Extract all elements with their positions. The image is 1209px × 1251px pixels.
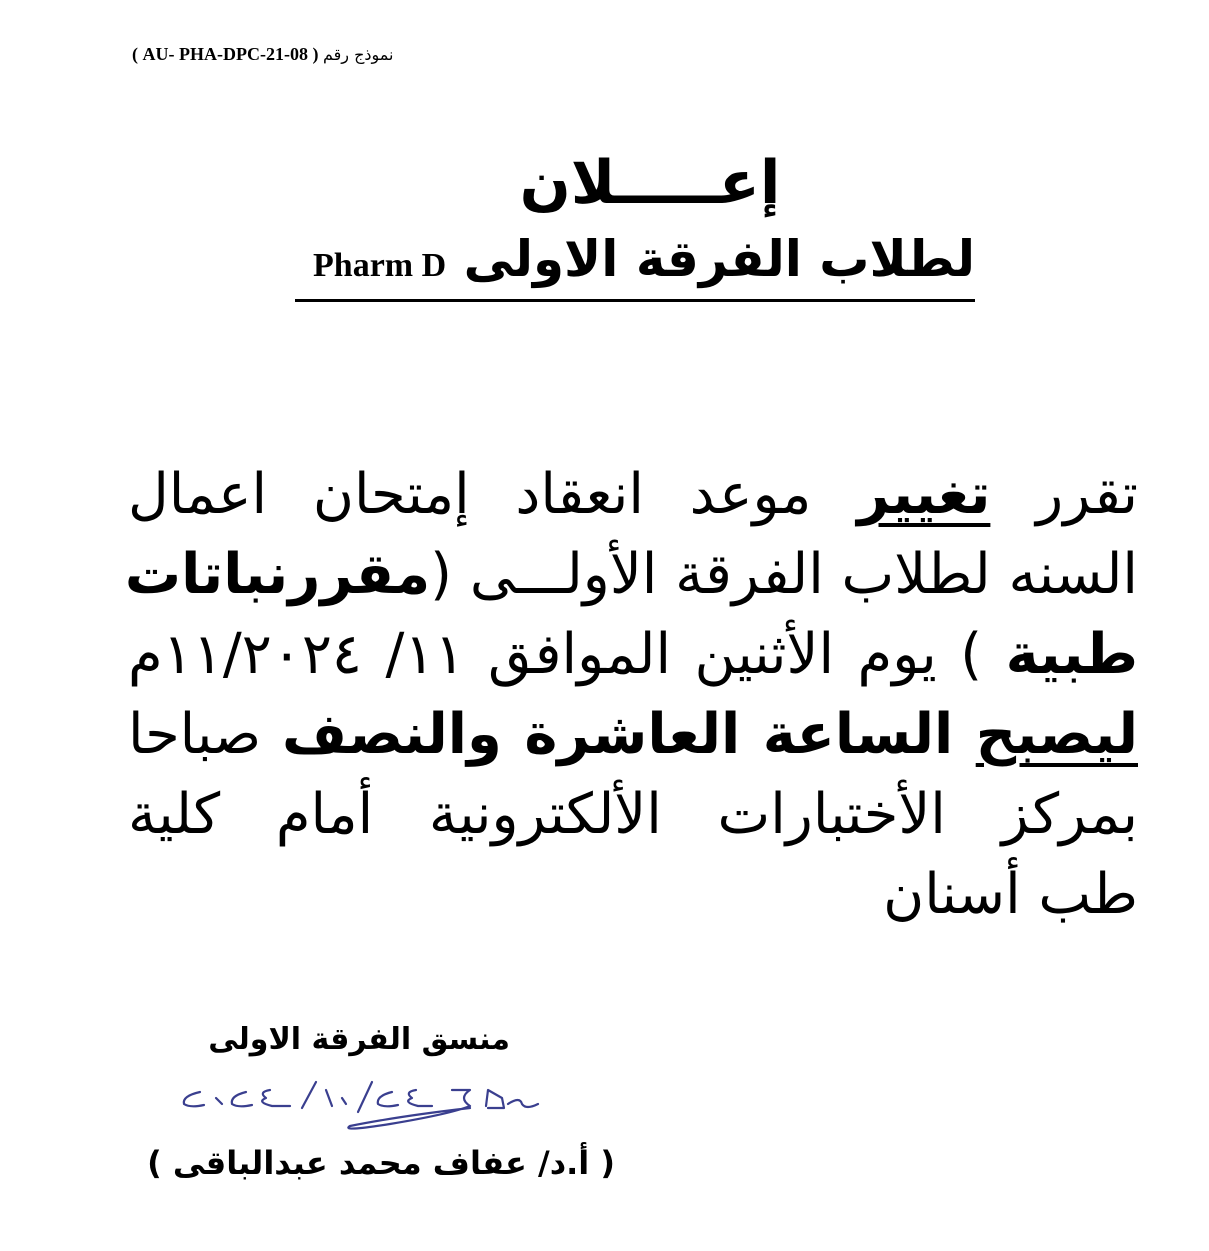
body-line-2 [124,535,1138,615]
exam-location: بمركز الأختبارات الألكترونية أمام كلية [128,782,1138,847]
body-text: السنه لطلاب الفرقة الأولـــى ( [430,542,1138,607]
announcement-subtitle [295,228,975,302]
body-line-6 [128,855,1138,935]
course-name-cont: طبية [1005,622,1138,687]
body-text-emphasis: ليصبح [975,702,1138,767]
body-text: صباحا [128,702,283,767]
subtitle-arabic: لطلاب الفرقة الاولى [463,230,975,288]
subtitle-program: Pharm D [313,247,447,284]
body-line-5 [128,775,1138,855]
body-line-4 [128,695,1138,775]
course-name: مقررنباتات [124,542,431,607]
form-number-label: نموذج رقم [322,45,394,64]
announcement-body [124,455,1139,935]
body-text: موعد انعقاد إمتحان اعمال [128,462,858,527]
coordinator-title: منسق الفرقة الاولى [208,1022,510,1057]
signer-name: ( أ.د/ عفاف محمد عبدالباقى ) [147,1144,615,1182]
form-number [132,44,522,65]
body-text: تقرر [990,462,1139,527]
body-line-3 [128,615,1138,695]
body-text-emphasis: تغيير [857,462,991,527]
body-line-1 [128,455,1138,535]
signature-scribble-icon [170,1078,570,1138]
exam-time: الساعة العاشرة والنصف [282,702,976,767]
announcement-title: إعـــــلان [519,148,781,218]
form-number-code: ( AU- PHA-DPC-21-08 ) [132,44,319,64]
exam-date: ) يوم الأثنين الموافق ١١/ ١١/٢٠٢٤م [128,622,1006,687]
exam-location-cont: طب أسنان [883,862,1138,927]
handwritten-signature [170,1078,570,1138]
